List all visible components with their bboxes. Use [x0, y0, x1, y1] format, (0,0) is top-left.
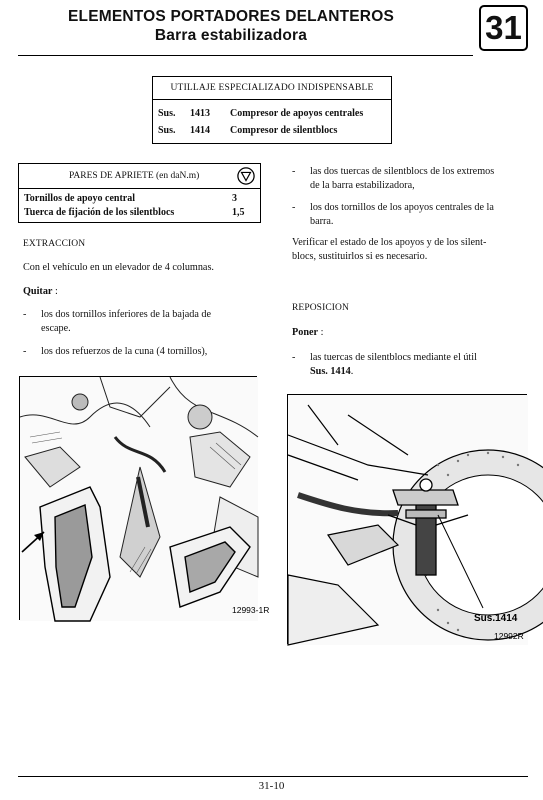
figure-right-ref: 12992R	[494, 631, 524, 641]
action-word: Poner	[292, 327, 319, 338]
header-divider	[18, 55, 473, 56]
right-item-1: las dos tuercas de silentblocs de los extremos de la barra estabilizadora,	[310, 166, 495, 191]
torque-label: Tuerca de fijación de los silentblocs	[24, 207, 175, 218]
bullet-dash: -	[292, 202, 296, 213]
tool-reference: Sus. 1414	[310, 365, 351, 377]
tool-prefix: Sus.	[158, 125, 176, 136]
right-item-2: los dos tornillos de los apoyos centrales de la barra.	[310, 202, 494, 227]
torque-wrench-icon	[237, 167, 255, 185]
extraccion-action	[23, 285, 58, 299]
figure-left-ref: 12993-1R	[232, 605, 270, 615]
figure-right-tool-label: Sus.1414	[474, 613, 518, 624]
action-colon: :	[52, 286, 58, 297]
tool-row	[158, 125, 337, 136]
extraccion-intro: Con el vehículo en un elevador de 4 columnas.	[23, 262, 214, 273]
figure-right	[287, 394, 527, 644]
bullet-dash: -	[23, 346, 27, 357]
verify-note: Verificar el estado de los apoyos y de los silent- blocs, sustituirlos si es necesario.	[292, 237, 487, 262]
extraccion-item-1: los dos tornillos inferiores de la bajada de escape.	[41, 309, 212, 334]
tool-code: 1413	[190, 108, 210, 119]
torque-table	[18, 163, 261, 223]
page-number: 31-10	[258, 780, 285, 792]
tool-code: 1414	[190, 125, 210, 136]
torque-label: Tornillos de apoyo central	[24, 193, 136, 204]
torque-row	[24, 192, 260, 205]
tool-name: Compresor de silentblocs	[230, 125, 338, 136]
bullet-dash: -	[23, 309, 27, 320]
reposicion-heading: REPOSICION	[292, 303, 349, 313]
action-word: Quitar	[23, 286, 53, 297]
tool-name: Compresor de apoyos centrales	[230, 108, 364, 119]
special-tools-table	[152, 76, 392, 144]
bullet-dash: -	[292, 166, 296, 177]
torque-row	[24, 206, 260, 219]
reposicion-item: las tuercas de silentblocs mediante el útil Sus. 1414.	[310, 352, 477, 377]
page-subtitle: Barra estabilizadora	[154, 27, 308, 44]
special-tools-heading: UTILLAJE ESPECIALIZADO INDISPENSABLE	[153, 77, 391, 100]
torque-value: 1,5	[232, 207, 245, 218]
tool-prefix: Sus.	[158, 108, 176, 119]
figure-right-illustration	[288, 395, 528, 645]
torque-heading: PARES DE APRIETE (en daN.m)	[19, 164, 260, 189]
chapter-number: 31	[479, 5, 528, 51]
bullet-dash: -	[292, 352, 296, 363]
figure-left-illustration	[20, 377, 270, 621]
extraccion-item-2: los dos refuerzos de la cuna (4 tornillos),	[41, 346, 208, 357]
action-colon: :	[318, 327, 324, 338]
footer-divider	[18, 776, 528, 777]
extraccion-heading: EXTRACCION	[23, 239, 86, 249]
torque-value: 3	[232, 193, 237, 204]
figure-left	[19, 376, 270, 620]
page-title: ELEMENTOS PORTADORES DELANTEROS	[68, 8, 394, 25]
reposicion-action	[292, 326, 323, 340]
tool-row	[158, 108, 363, 119]
